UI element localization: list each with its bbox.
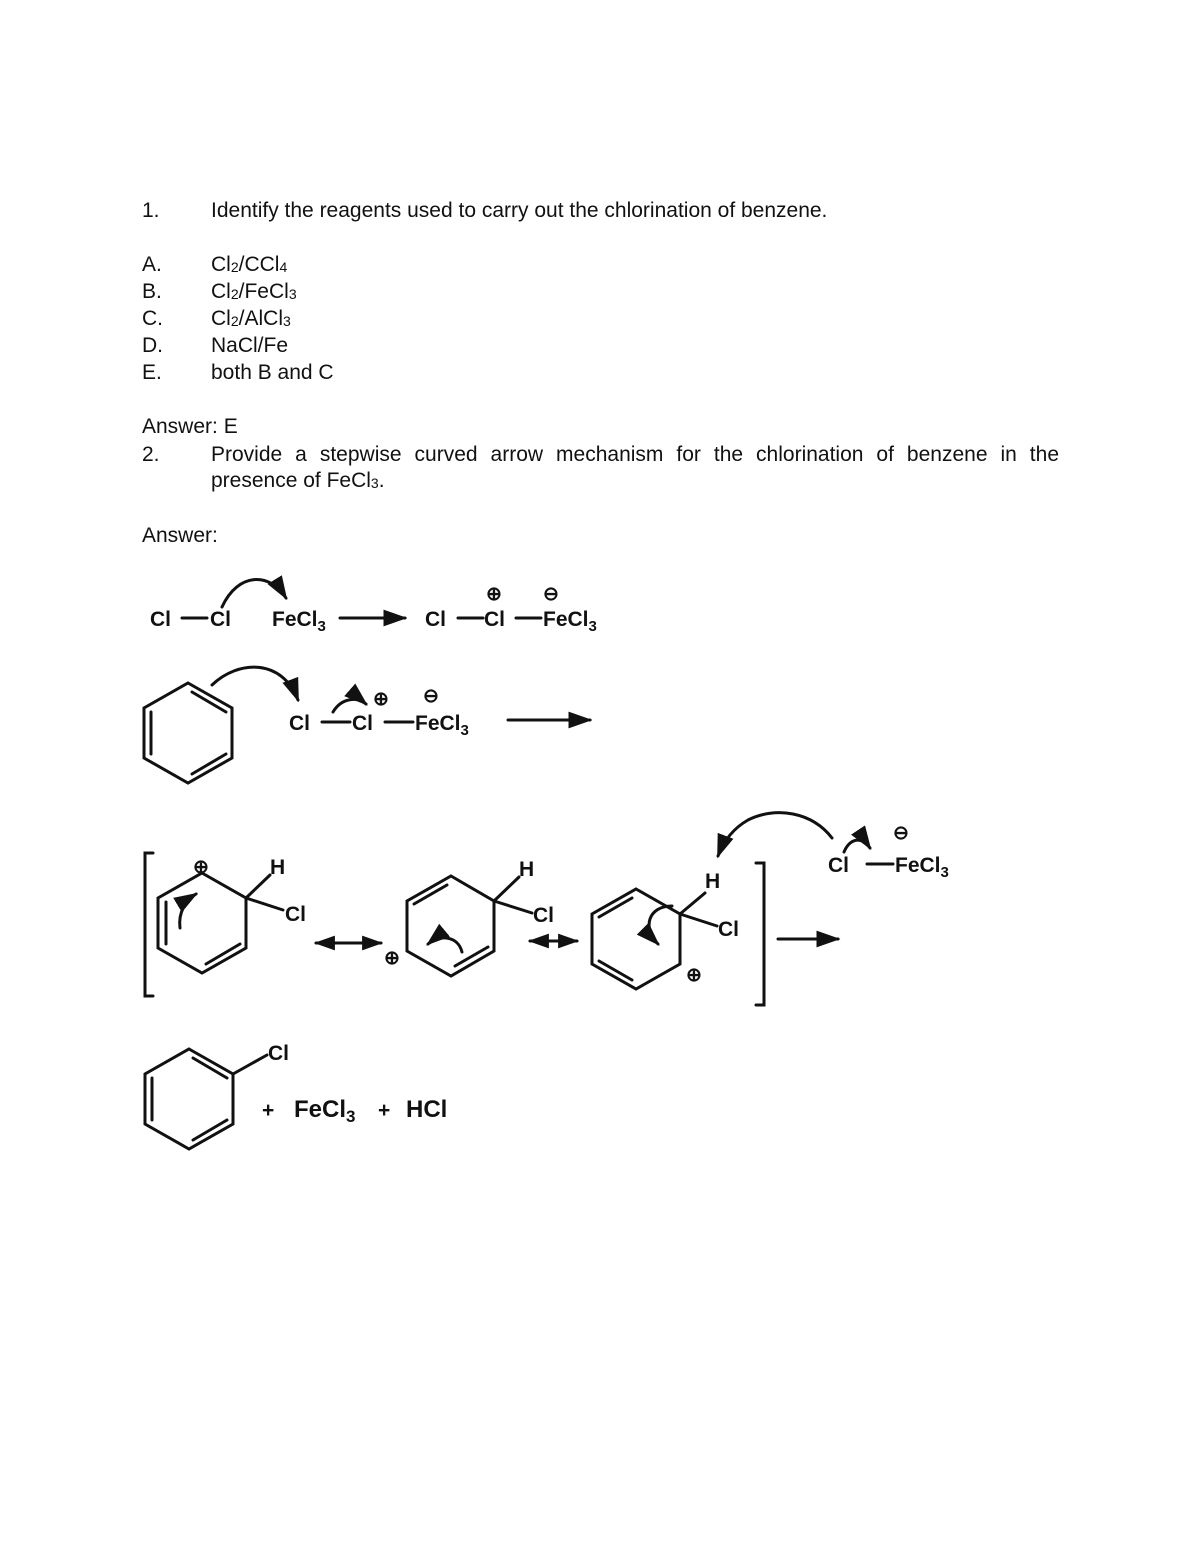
option-letter-a: A. (142, 253, 162, 276)
option-a-text: $Cl_2/CCl_4$ (211, 253, 288, 276)
fecl3-label: FeCl$_3$ (543, 608, 597, 635)
minus-charge: ⊖ (893, 823, 909, 844)
plus-sign: + (262, 1099, 275, 1122)
cl-label: Cl (150, 608, 171, 631)
option-letter-c: C. (142, 307, 163, 330)
question-1-number: 1. (142, 199, 160, 222)
option-d-text: NaCl/Fe (211, 334, 289, 357)
answer-2-label: Answer: (142, 524, 218, 547)
plus-charge: ⊕ (373, 689, 389, 710)
question-1-text: Identify the reagents used to carry out the chlorination of benzene. (211, 199, 828, 222)
fecl3-label: FeCl$_3$ (415, 712, 469, 739)
cl-label: Cl (289, 712, 310, 735)
option-e-text: both B and C (211, 361, 334, 384)
cl-label: Cl (352, 712, 373, 735)
plus-charge: ⊕ (486, 584, 502, 605)
cl-label: Cl (828, 854, 849, 877)
cl-label: Cl (268, 1042, 289, 1065)
h-label: H (519, 858, 535, 881)
fecl3-label: FeCl$_3$ (895, 854, 949, 881)
h-label: H (270, 856, 286, 879)
answer-1: Answer: E (142, 415, 238, 438)
question-2-number: 2. (142, 443, 160, 466)
plus-charge: ⊕ (384, 948, 400, 969)
fecl3-label: FeCl$_3$ (272, 608, 326, 635)
cl-label: Cl (484, 608, 505, 631)
cl-label: Cl (210, 608, 231, 631)
cl-label: Cl (533, 904, 554, 927)
question-2-text: Provide a stepwise curved arrow mechanism for the chlorination of benzene in the presence of FeCl$_3$. (211, 443, 1059, 492)
cl-label: Cl (425, 608, 446, 631)
option-letter-b: B. (142, 280, 162, 303)
plus-sign: + (378, 1099, 391, 1122)
option-b-text: $Cl_2/FeCl_3$ (211, 280, 297, 303)
option-letter-e: E. (142, 361, 162, 384)
plus-charge: ⊕ (193, 857, 209, 878)
hcl-label: HCl (406, 1096, 448, 1123)
cl-label: Cl (718, 918, 739, 941)
h-label: H (705, 870, 721, 893)
minus-charge: ⊖ (423, 686, 439, 707)
fecl3-label: FeCl$_3$ (294, 1096, 356, 1126)
option-c-text: $Cl_2/AlCl_3$ (211, 307, 291, 330)
minus-charge: ⊖ (543, 584, 559, 605)
cl-label: Cl (285, 903, 306, 926)
plus-charge: ⊕ (686, 965, 702, 986)
option-letter-d: D. (142, 334, 163, 357)
